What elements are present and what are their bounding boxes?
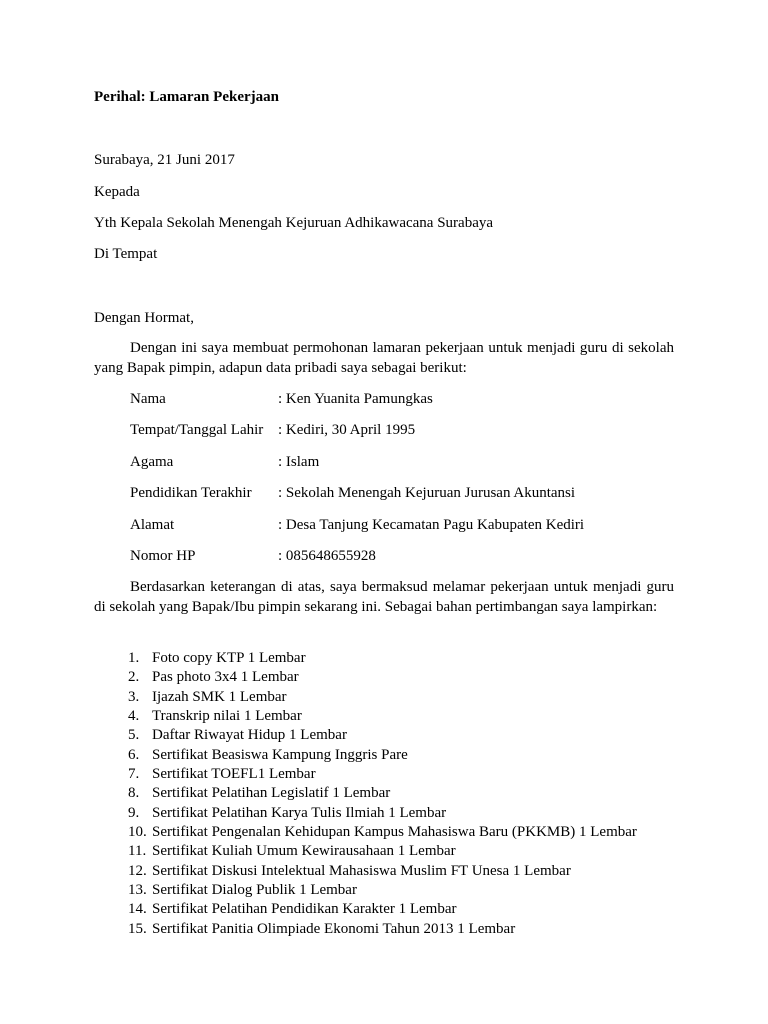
list-number: 4. — [128, 708, 140, 725]
list-number: 10. — [128, 824, 147, 841]
detail-row-address — [130, 516, 584, 534]
list-text: Sertifikat Pengenalan Kehidupan Kampus Mahasiswa Baru (PKKMB) 1 Lembar — [152, 824, 637, 841]
intro-paragraph — [94, 339, 674, 378]
detail-label: Pendidikan Terakhir — [130, 485, 252, 501]
list-item — [128, 920, 637, 939]
place-date: Surabaya, 21 Juni 2017 — [94, 152, 235, 168]
list-item — [128, 746, 637, 765]
greeting: Dengan Hormat, — [94, 310, 194, 326]
list-number: 9. — [128, 804, 140, 821]
list-text: Sertifikat TOEFL1 Lembar — [152, 766, 316, 783]
list-text: Sertifikat Dialog Publik 1 Lembar — [152, 882, 357, 899]
list-text: Sertifikat Pelatihan Karya Tulis Ilmiah 1 Lembar — [152, 804, 447, 821]
detail-row-education — [130, 484, 575, 502]
list-item — [128, 668, 637, 687]
list-number: 11. — [128, 843, 147, 860]
detail-value: : Desa Tanjung Kecamatan Pagu Kabupaten Kediri — [278, 517, 585, 533]
list-text: Ijazah SMK 1 Lembar — [152, 688, 287, 705]
detail-row-religion — [130, 453, 319, 471]
detail-label: Alamat — [130, 517, 175, 533]
detail-value: : Ken Yuanita Pamungkas — [278, 391, 433, 407]
list-item — [128, 804, 637, 823]
list-number: 8. — [128, 785, 140, 802]
body-text: Berdasarkan keterangan di atas, saya bermaksud melamar pekerjaan untuk menjadi guru di sekolah yang Bapak/Ibu pimpin sekarang ini. Sebagai bahan pertimbangan saya lampirkan: — [94, 579, 674, 615]
intro-text: Dengan ini saya membuat permohonan lamaran pekerjaan untuk menjadi guru di sekolah yang Bapak pimpin, adapun data pribadi saya sebagai berikut: — [94, 340, 674, 376]
list-text: Sertifikat Kuliah Umum Kewirausahaan 1 Lembar — [152, 843, 456, 860]
list-number: 3. — [128, 688, 140, 705]
list-text: Sertifikat Beasiswa Kampung Inggris Pare — [152, 746, 408, 763]
list-item — [128, 707, 637, 726]
list-item — [128, 881, 637, 900]
body-paragraph — [94, 578, 674, 617]
list-text: Sertifikat Pelatihan Pendidikan Karakter 1 Lembar — [152, 901, 457, 918]
list-item — [128, 823, 637, 842]
detail-label: Agama — [130, 454, 174, 470]
list-number: 15. — [128, 920, 147, 937]
detail-value: : Kediri, 30 April 1995 — [278, 422, 416, 438]
list-number: 7. — [128, 766, 140, 783]
detail-value: : Islam — [278, 454, 320, 470]
letter-subject: Perihal: Lamaran Pekerjaan — [94, 89, 279, 105]
list-text: Transkrip nilai 1 Lembar — [152, 708, 302, 725]
list-number: 12. — [128, 862, 147, 879]
list-number: 14. — [128, 901, 147, 918]
detail-row-phone — [130, 547, 376, 565]
list-item — [128, 649, 637, 668]
list-number: 5. — [128, 727, 140, 744]
recipient: Yth Kepala Sekolah Menengah Kejuruan Adhikawacana Surabaya — [94, 215, 494, 231]
list-text: Sertifikat Diskusi Intelektual Mahasiswa Muslim FT Unesa 1 Lembar — [152, 862, 571, 879]
list-item — [128, 688, 637, 707]
recipient-location: Di Tempat — [94, 246, 158, 262]
list-text: Sertifikat Pelatihan Legislatif 1 Lembar — [152, 785, 391, 802]
list-number: 1. — [128, 650, 140, 666]
list-item — [128, 900, 637, 919]
detail-value: : 085648655928 — [278, 548, 376, 564]
list-text: Sertifikat Panitia Olimpiade Ekonomi Tahun 2013 1 Lembar — [152, 920, 516, 937]
list-item — [128, 726, 637, 745]
list-number: 13. — [128, 882, 147, 899]
detail-row-birth — [130, 421, 415, 439]
list-item — [128, 765, 637, 784]
detail-label: Tempat/Tanggal Lahir — [130, 422, 264, 438]
list-item — [128, 842, 637, 861]
list-text: Daftar Riwayat Hidup 1 Lembar — [152, 727, 347, 744]
attachment-list — [128, 649, 637, 939]
detail-value: : Sekolah Menengah Kejuruan Jurusan Akuntansi — [278, 485, 576, 501]
detail-label: Nomor HP — [130, 548, 196, 564]
list-item — [128, 862, 637, 881]
detail-label: Nama — [130, 391, 166, 407]
detail-row-name — [130, 390, 433, 408]
list-number: 6. — [128, 746, 140, 763]
to-label: Kepada — [94, 184, 140, 200]
list-item — [128, 784, 637, 803]
list-text: Pas photo 3x4 1 Lembar — [152, 669, 299, 686]
list-number: 2. — [128, 669, 140, 686]
list-text: Foto copy KTP 1 Lembar — [152, 650, 306, 666]
